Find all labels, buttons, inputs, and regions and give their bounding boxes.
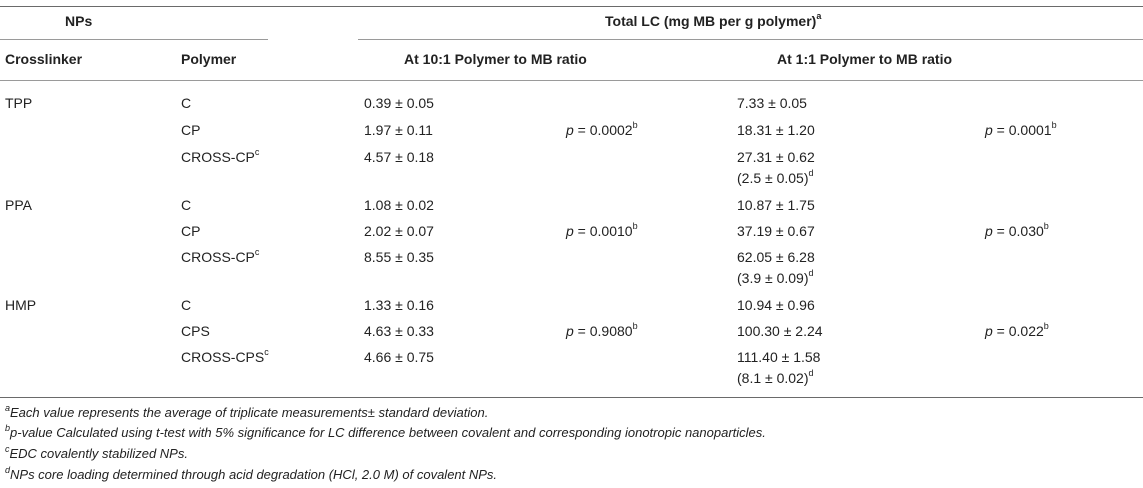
header-ratio-10-1: At 10:1 Polymer to MB ratio <box>404 51 587 67</box>
p-value-1-1: p = 0.030$^b$ <box>985 221 1049 239</box>
value-1-1-cell: 7.33 ± 0.05 <box>737 95 807 111</box>
polymer-cell: CP <box>181 122 201 138</box>
value-1-1-cell: 27.31 ± 0.62 <box>737 149 815 165</box>
table-top-rule <box>0 6 1143 7</box>
value-10-1-cell: 1.08 ± 0.02 <box>364 197 434 213</box>
p-value-10-1: p = 0.9080$^b$ <box>566 321 638 339</box>
p-value-10-1: p = 0.0010$^b$ <box>566 221 638 239</box>
header-ratio-1-1: At 1:1 Polymer to MB ratio <box>777 51 953 67</box>
polymer-cell: CROSS-$CP^c$ <box>181 247 260 265</box>
footnote-d: $^d$NPs core loading determined through acid degradation (HCl, 2.0 M) of covalent NPs. <box>5 464 498 482</box>
value-10-1-cell: 1.97 ± 0.11 <box>364 122 433 138</box>
polymer-cell: C <box>181 297 192 313</box>
polymer-cell: CROSS-$CP^c$ <box>181 147 260 165</box>
header-nps: NPs <box>65 13 93 29</box>
value-10-1-cell: 0.39 ± 0.05 <box>364 95 434 111</box>
p-value-10-1: p = 0.0002$^b$ <box>566 120 638 138</box>
polymer-cell: C <box>181 95 192 111</box>
polymer-cell: C <box>181 197 192 213</box>
value-10-1-cell: 2.02 ± 0.07 <box>364 223 434 239</box>
header-bottom-rule <box>0 80 1143 81</box>
header-lc-underline <box>358 39 1143 40</box>
value-1-1-cell: 37.19 ± 0.67 <box>737 223 815 239</box>
crosslinker-cell: PPA <box>5 197 32 213</box>
value-1-1-cell: 18.31 ± 1.20 <box>737 122 815 138</box>
value-1-1-cell: 111.40 ± 1.58 <box>737 349 821 365</box>
polymer-cell: CPS <box>181 323 210 339</box>
p-value-1-1: p = 0.0001$^b$ <box>985 120 1057 138</box>
footnote-c: $^c$EDC covalently stabilized NPs. <box>5 443 188 461</box>
core-loading-cell: $(2.5 \pm 0.05)^d$ <box>737 168 814 186</box>
value-1-1-cell: 10.87 ± 1.75 <box>737 197 815 213</box>
polymer-cell: CP <box>181 223 201 239</box>
header-polymer: Polymer <box>181 51 237 67</box>
value-10-1-cell: 8.55 ± 0.35 <box>364 249 434 265</box>
p-value-1-1: p = 0.022$^b$ <box>985 321 1049 339</box>
footnote-b: $^b$p-value Calculated using t-test with 5% significance for LC difference between covalent and corresponding ionotropic nanoparticles. <box>5 422 766 440</box>
header-total-lc: Total LC (mg MB per g polymer)$^a$ <box>605 11 822 29</box>
value-10-1-cell: 4.57 ± 0.18 <box>364 149 434 165</box>
table-bottom-rule <box>0 397 1143 398</box>
footnote-a: $^a$Each value represents the average of triplicate measurements± standard deviation. <box>5 402 489 420</box>
value-10-1-cell: 1.33 ± 0.16 <box>364 297 434 313</box>
core-loading-cell: $(3.9 \pm 0.09)^d$ <box>737 268 814 286</box>
header-nps-underline <box>0 39 268 40</box>
header-crosslinker: Crosslinker <box>5 51 83 67</box>
value-1-1-cell: 10.94 ± 0.96 <box>737 297 815 313</box>
value-1-1-cell: 100.30 ± 2.24 <box>737 323 823 339</box>
polymer-cell: CROSS-CPS$^c$ <box>181 347 269 365</box>
crosslinker-cell: HMP <box>5 297 37 313</box>
core-loading-cell: $(8.1 \pm 0.02)^d$ <box>737 368 814 386</box>
value-1-1-cell: 62.05 ± 6.28 <box>737 249 815 265</box>
value-10-1-cell: 4.66 ± 0.75 <box>364 349 434 365</box>
crosslinker-cell: TPP <box>5 95 33 111</box>
value-10-1-cell: 4.63 ± 0.33 <box>364 323 434 339</box>
